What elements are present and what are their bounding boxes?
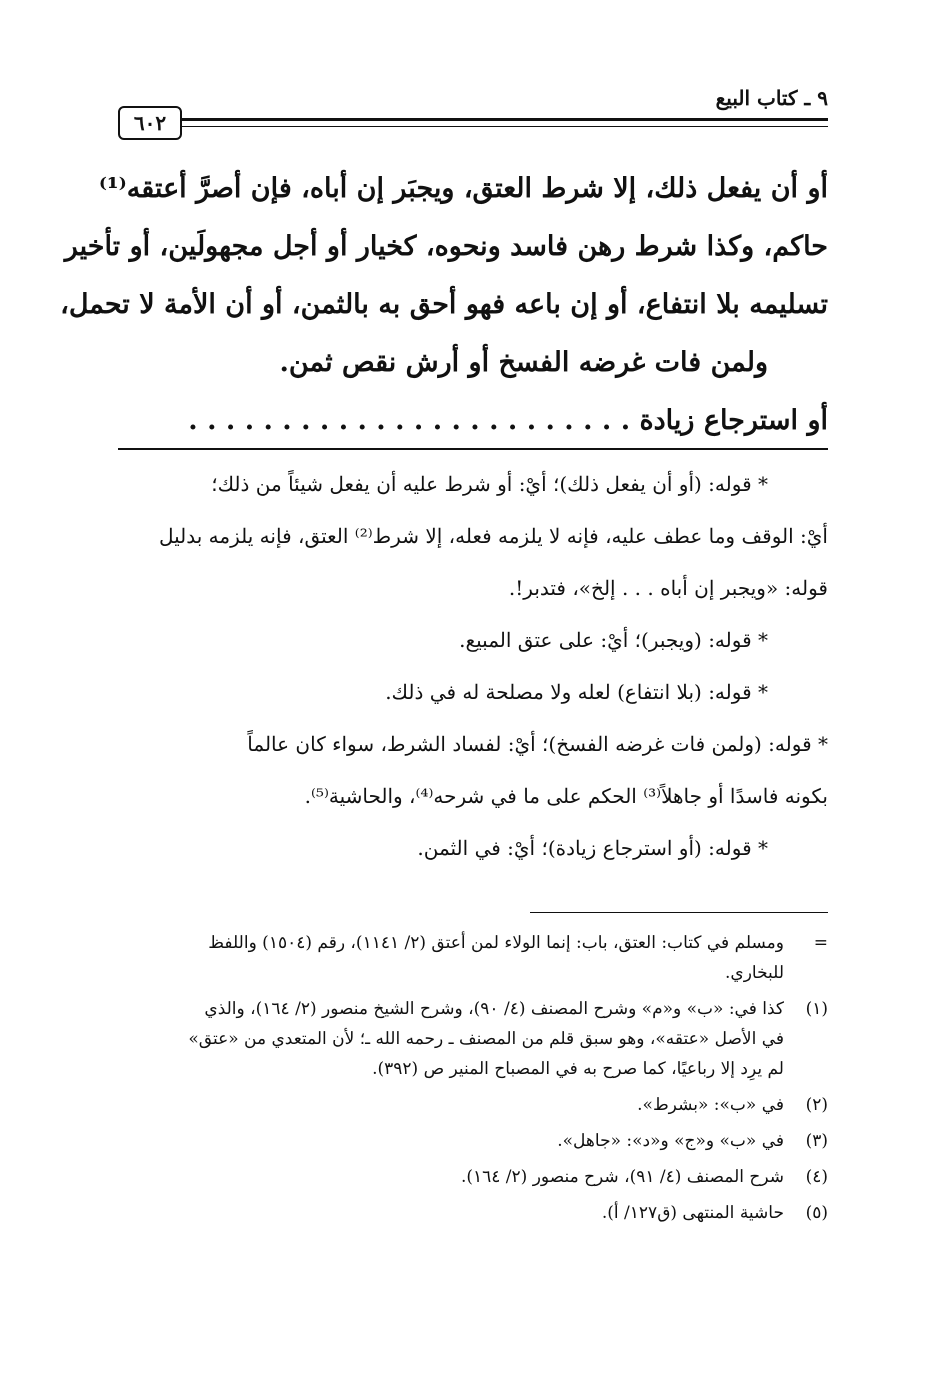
page-number: ٦٠٢ [118,106,182,140]
footnote-number: (٤) [805,1167,828,1187]
main-line-continuation [118,392,828,450]
footnote-line: لم يرِد إلا رباعيًا، كما صرح به في المصباح المنير ص (٣٩٢). [372,1059,784,1079]
commentary-line: * قوله: (أو أن يفعل ذلك)؛ أيْ: أو شرط عليه أن يفعل شيئاً من ذلك؛ [211,472,768,496]
footnote-number: (١) [805,999,828,1019]
commentary-line: بكونه فاسدًا أو جاهلاً⁽³⁾ الحكم على ما في شرحه⁽⁴⁾، والحاشية⁽⁵⁾. [304,784,828,808]
main-text [60,160,828,450]
footnote-4 [118,1162,828,1192]
footnote-5 [118,1198,828,1228]
footnote-2 [118,1090,828,1120]
chapter-title: ٩ ـ كتاب البيع [715,86,828,110]
commentary [118,458,828,874]
footnote-line: في الأصل «عتقه»، وهو سبق قلم من المصنف ـ رحمه الله ـ؛ لأن المتعدي من «عتق» [188,1029,784,1049]
main-line: ولمن فات غرضه الفسخ أو أرش نقص ثمن. [279,347,768,378]
header-rule-thin [182,126,828,127]
footnote-line: في «ب» و«ج» و«د»: «جاهل». [557,1131,784,1151]
footnote-number: (٥) [805,1203,828,1223]
commentary-line: * قوله: (بلا انتفاع) لعله ولا مصلحة له في ذلك. [385,680,768,704]
footnote-line: للبخاري. [724,963,784,983]
footnote-divider [530,912,828,913]
footnote-number: (٣) [805,1131,828,1151]
footnotes [118,928,828,1234]
commentary-line: أيْ: الوقف وما عطف عليه، فإنه لا يلزمه فعله، إلا شرط⁽²⁾ العتق، فإنه يلزمه بدليل [158,524,828,548]
footnote-3 [118,1126,828,1156]
header-rule [182,118,828,121]
main-line: حاكم، وكذا شرط رهن فاسد ونحوه، كخيار أو أجل مجهولَين، أو تأخير [64,231,828,262]
footnote-continuation [118,928,828,988]
footnote-number: (٢) [805,1095,828,1115]
commentary-line: * قوله: (ويجبر)؛ أيْ: على عتق المبيع. [459,628,768,652]
commentary-line: * قوله: (أو استرجاع زيادة)؛ أيْ: في الثمن. [417,836,768,860]
main-line: تسليمه بلا انتفاع، أو إن باعه فهو أحق به بالثمن، أو أن الأمة لا تحمل، [60,289,828,320]
footnote-line: في «ب»: «بشرط». [637,1095,784,1115]
footnote-line: ومسلم في كتاب: العتق، باب: إنما الولاء لمن أعتق (٢/ ١١٤١)، رقم (١٥٠٤) واللفظ [208,933,784,953]
main-line: أو أن يفعل ذلك، إلا شرط العتق، ويجبَر إن أباه، فإن أصرَّ أعتقه⁽¹⁾ [98,173,828,204]
main-line-text: أو استرجاع زيادة [639,405,828,436]
footnote-line: شرح المصنف (٤/ ٩١)، شرح منصور (٢/ ١٦٤). [460,1167,784,1187]
continuation-marker: = [813,933,828,953]
footnote-line: كذا في: «ب» و«م» وشرح المصنف (٤/ ٩٠)، وشرح الشيخ منصور (٢/ ١٦٤)، والذي [204,999,784,1019]
commentary-line: قوله: «ويجبر إن أباه . . . إلخ»، فتدبر!. [508,576,828,600]
footnote-1 [118,994,828,1084]
commentary-line: * قوله: (ولمن فات غرضه الفسخ)؛ أيْ: لفساد الشرط، سواء كان عالماً [247,732,828,756]
footnote-line: حاشية المنتهى (ق١٢٧/ أ). [601,1203,784,1223]
page-header [118,84,828,144]
ellipsis-dots: . . . . . . . . . . . . . . . . . . . . . . . . [188,405,631,436]
text-divider [118,448,828,450]
